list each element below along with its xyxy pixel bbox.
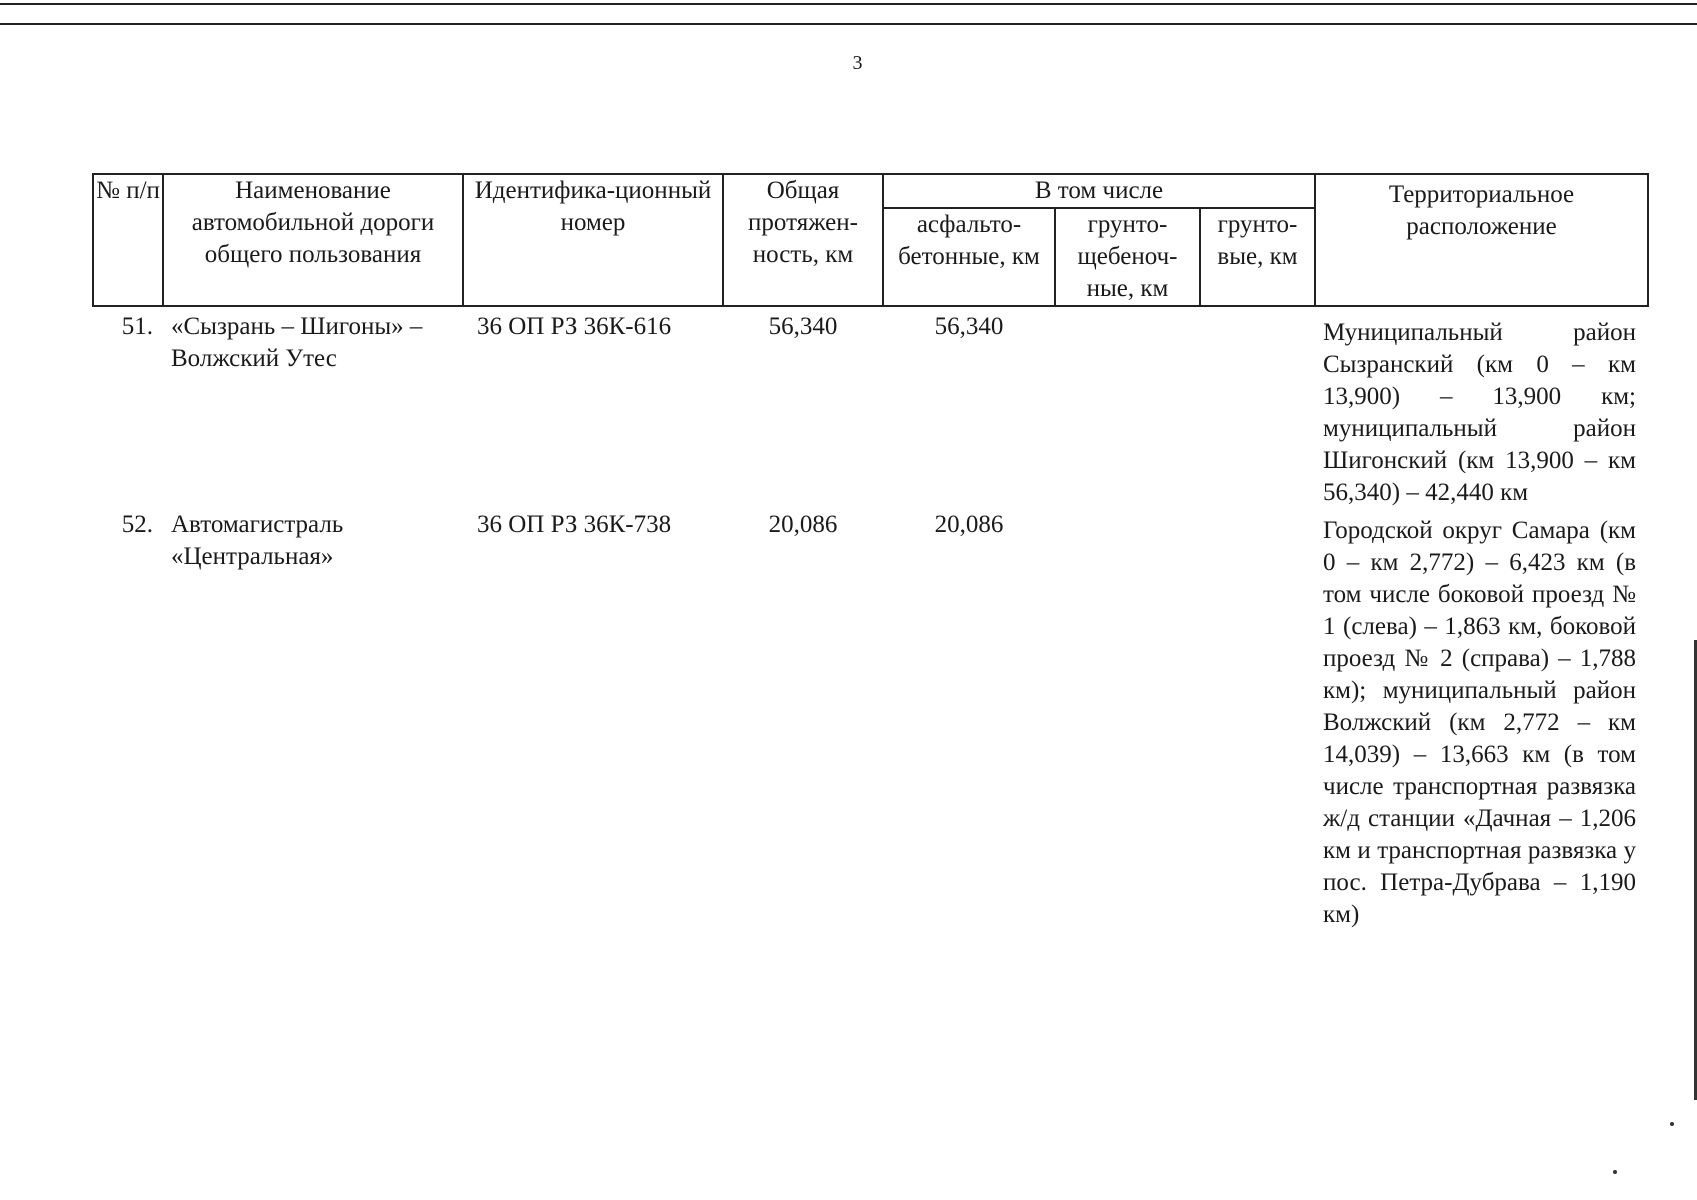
header-rule-top [0,3,1697,5]
table-row [93,509,1648,931]
roads-table [92,173,1649,931]
header-total-length: Общая протяжен-ность, км [723,174,883,306]
header-gravel: грунто-щебеноч-ные, км [1055,208,1200,306]
scan-speck [1670,1122,1674,1126]
territory-text: Муниципальный район Сызранский (км 0 – км 13,900) – 13,900 км; муниципальный район Шигонский (км 13,900 – км 56,340) – 42,440 км [1323,319,1636,506]
road-id: 36 ОП РЗ 36К-616 [477,313,672,340]
header-road-name: Наименование автомобильной дороги общего пользования [163,174,463,306]
dirt-length [1200,509,1315,931]
header-num: № п/п [93,174,163,306]
asphalt-length: 56,340 [934,313,1004,340]
road-id: 36 ОП РЗ 36К-738 [477,511,672,538]
header-row-1 [93,174,1648,208]
header-territory: Территориальное расположение [1315,174,1648,306]
scan-speck [1613,1170,1617,1174]
territory [1315,509,1648,931]
header-asphalt: асфальто-бетонные, км [883,208,1055,306]
header-rule-bottom [0,23,1697,25]
road-name: «Сызрань – Шигоны» – Волжский Утес [171,313,423,372]
table-row [93,306,1648,509]
road-name: Автомагистраль «Центральная» [171,511,344,570]
territory-text: Городской округ Самара (км 0 – км 2,772) – 6,423 км (в том числе боковой проезд № 1 (слева) – 1,863 км, боковой проезд № 2 (справа) – 1,788 км); муниципальный район Волжский (км 2,772 – км 14,039) – 13,663 км (в том числе транспортная развязка ж/д станции «Дачная – 1,206 км и транспортная развязка у пос. Петра-Дубрава – 1,190 км) [1323,517,1636,928]
total-length: 56,340 [768,313,838,340]
asphalt-length: 20,086 [934,511,1004,538]
gravel-length [1055,509,1200,931]
page-number: 3 [852,52,863,74]
dirt-length [1200,306,1315,509]
header-dirt: грунто-вые, км [1200,208,1315,306]
gravel-length [1055,306,1200,509]
header-id-number: Идентифика-ционный номер [463,174,723,306]
territory [1315,306,1648,509]
row-number: 51. [121,313,153,340]
total-length: 20,086 [768,511,838,538]
header-including: В том числе [883,174,1315,208]
row-number: 52. [121,511,153,538]
